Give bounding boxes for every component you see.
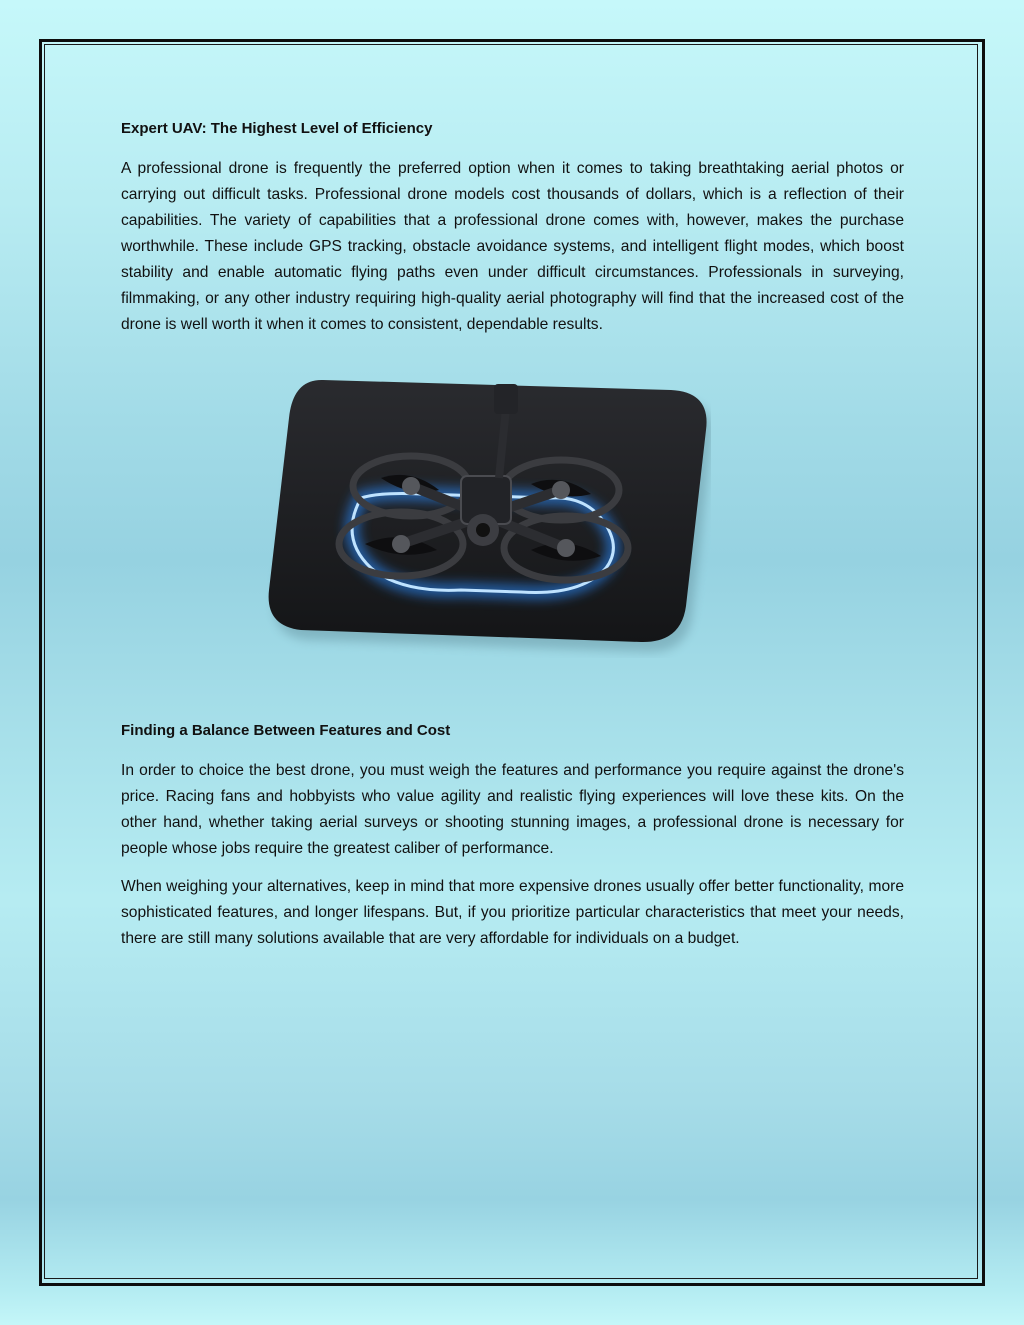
section-heading-expert-uav: Expert UAV: The Highest Level of Efficiency bbox=[121, 120, 433, 137]
section-paragraph-balance-2: When weighing your alternatives, keep in mind that more expensive drones usually offer better functionality, more sophisticated features, and longer lifespans. But, if you prioritize particular characteristics that meet your needs, there are still many solutions available that are very affordable for individuals on a budget. bbox=[121, 878, 904, 947]
section-heading-balance: Finding a Balance Between Features and Cost bbox=[121, 722, 451, 739]
section-paragraph-expert-uav: A professional drone is frequently the preferred option when it comes to taking breathtaking aerial photos or carrying out difficult tasks. Professional drone models cost thousands of dollars, which is a reflection of their capabilities. The variety of capabilities that a professional drone comes with, however, makes the purchase worthwhile. These include GPS tracking, obstacle avoidance systems, and intelligent flight modes, which boost stability and enable automatic flying paths even under difficult circumstances. Professionals in surveying, filmmaking, or any other industry requiring high-quality aerial photography will find that the increased cost of the drone is well worth it when it comes to consistent, dependable results. bbox=[121, 160, 904, 333]
drone-image bbox=[261, 368, 711, 658]
section-paragraph-balance-1: In order to choice the best drone, you must weigh the features and performance you require against the drone's price. Racing fans and hobbyists who value agility and realistic flying experiences will love these kits. On the other hand, whether taking aerial surveys or shooting stunning images, a professional drone is necessary for people whose jobs require the greatest caliber of performance. bbox=[121, 762, 904, 857]
drone-figure bbox=[121, 368, 904, 698]
document-body bbox=[121, 116, 904, 964]
